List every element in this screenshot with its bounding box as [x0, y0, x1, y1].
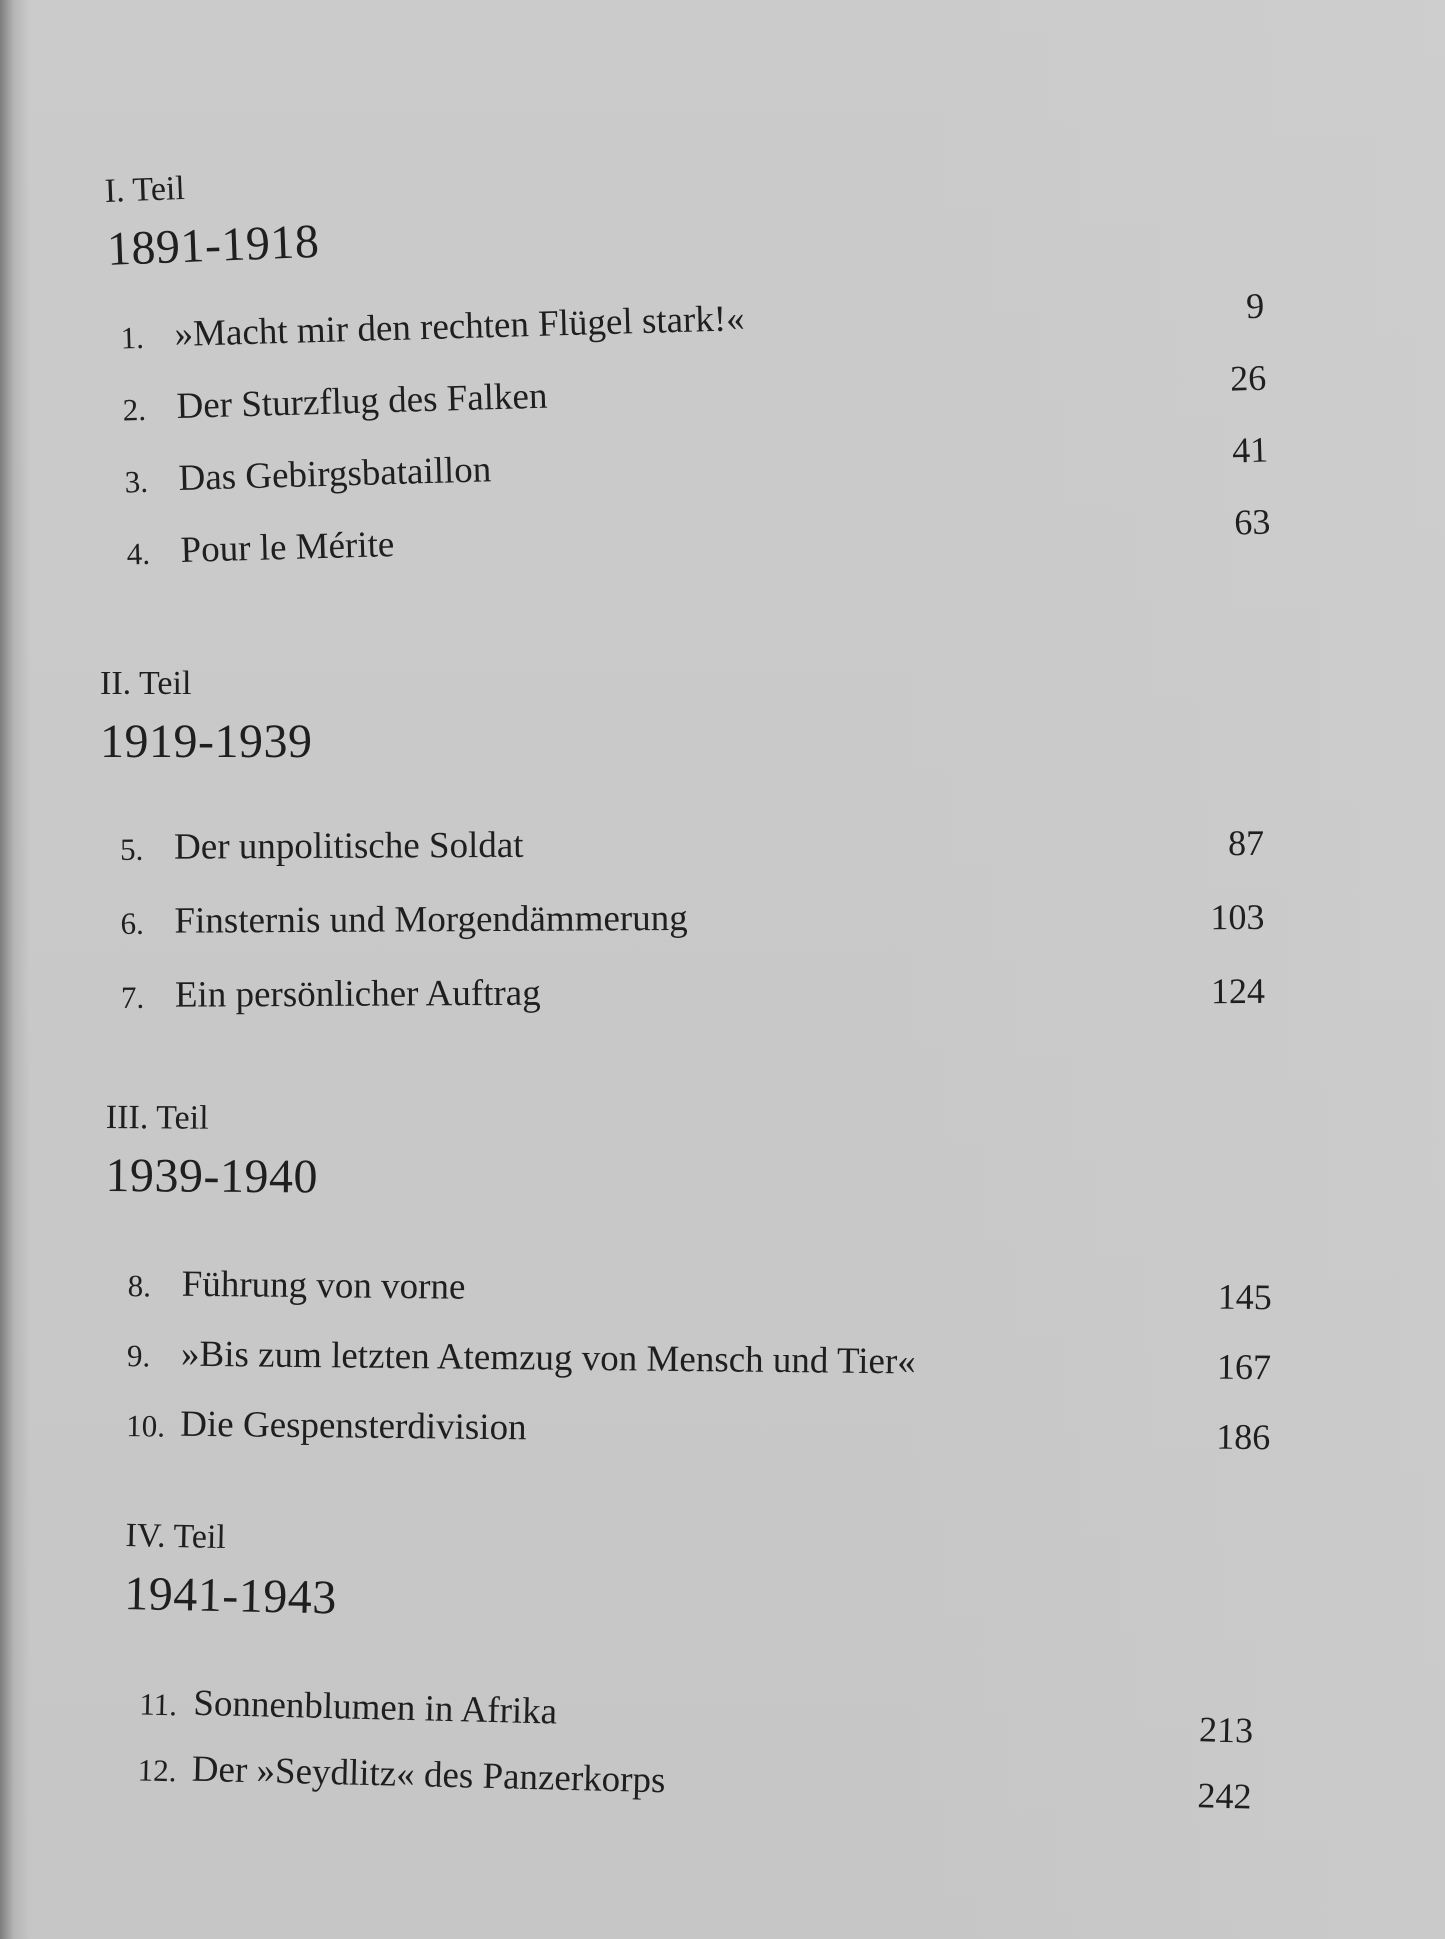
toc-entry-page: 26	[1229, 357, 1267, 399]
toc-entry-number: 3.	[124, 463, 149, 500]
toc-entry-page: 213	[1198, 1709, 1254, 1751]
toc-entry[interactable]	[121, 1746, 1252, 1824]
toc-entry-number: 8.	[127, 1268, 152, 1304]
toc-entry[interactable]	[110, 1402, 1270, 1464]
toc-entry-title: Die Gespensterdivision	[180, 1403, 527, 1449]
toc-entry-title: Das Gebirgsbataillon	[178, 449, 492, 499]
toc-entry-page: 87	[1228, 822, 1265, 864]
toc-entry-page: 63	[1233, 501, 1271, 543]
toc-entry[interactable]	[105, 968, 1265, 1024]
toc-entry-page: 9	[1245, 285, 1265, 327]
toc-entry-page: 103	[1210, 896, 1265, 938]
toc-entry[interactable]	[108, 427, 1269, 509]
toc-entry[interactable]	[110, 499, 1271, 581]
toc-entry-title: »Macht mir den rechten Flügel stark!«	[174, 298, 746, 356]
toc-entry-page: 186	[1216, 1416, 1271, 1458]
toc-entry-number: 10.	[126, 1408, 166, 1444]
toc-entry-title: Der Sturzflug des Falken	[176, 375, 548, 428]
part-years: 1891-1918	[105, 214, 321, 276]
toc-entry[interactable]	[111, 1262, 1271, 1324]
toc-entry[interactable]	[104, 894, 1264, 950]
toc-entry-number: 4.	[126, 535, 151, 572]
toc-entry-title: Der unpolitische Soldat	[174, 824, 524, 868]
toc-entry-page: 242	[1197, 1775, 1252, 1817]
toc-entry-number: 5.	[120, 831, 144, 867]
toc-entry-title: Pour le Mérite	[180, 523, 395, 571]
part-1-entries	[104, 280, 1364, 572]
part-label: III. Teil	[105, 1099, 209, 1137]
toc-entry-page: 145	[1217, 1276, 1272, 1318]
toc-entry-title: Der »Seydlitz« des Panzerkorps	[191, 1748, 666, 1802]
part-2	[100, 664, 1360, 770]
part-years: 1941-1943	[123, 1566, 338, 1625]
book-spine-shadow	[0, 0, 30, 1939]
toc-entry[interactable]	[104, 283, 1265, 365]
part-label: I. Teil	[104, 169, 186, 210]
toc-entry-title: Ein persönlicher Auftrag	[174, 972, 541, 1016]
part-years: 1939-1940	[105, 1148, 319, 1204]
toc-entry[interactable]	[123, 1680, 1254, 1758]
toc-entry-number: 9.	[126, 1338, 151, 1374]
part-label: II. Teil	[100, 665, 192, 702]
toc-entry-number: 2.	[122, 391, 147, 428]
toc-entry-title: Finsternis und Morgendämmerung	[174, 897, 688, 942]
toc-entry-number: 12.	[137, 1752, 177, 1789]
part-label: IV. Teil	[125, 1516, 227, 1557]
toc-entry-page: 167	[1216, 1346, 1272, 1388]
part-3-entries	[112, 1262, 1372, 1458]
toc-entry[interactable]	[106, 355, 1267, 437]
toc-entry-number: 7.	[120, 979, 145, 1015]
toc-entry-number: 11.	[138, 1686, 178, 1723]
part-2-entries	[104, 819, 1364, 1016]
toc-entry-title: »Bis zum letzten Atemzug von Mensch und Tier«	[180, 1333, 917, 1383]
part-4-entries	[124, 1680, 1384, 1817]
toc-entry-number: 1.	[120, 319, 145, 356]
toc-entry-title: Führung von vorne	[181, 1263, 466, 1308]
toc-entry-title: Sonnenblumen in Afrika	[192, 1682, 558, 1733]
part-1	[104, 124, 1367, 278]
part-4	[124, 1516, 1386, 1648]
part-3	[105, 1098, 1366, 1213]
part-years: 1919-1939	[100, 715, 313, 768]
toc-entry-page: 124	[1210, 970, 1265, 1012]
toc-entry[interactable]	[104, 820, 1264, 876]
toc-entry-number: 6.	[120, 905, 144, 941]
toc-entry-page: 41	[1231, 429, 1269, 471]
toc-entry[interactable]	[111, 1332, 1271, 1394]
